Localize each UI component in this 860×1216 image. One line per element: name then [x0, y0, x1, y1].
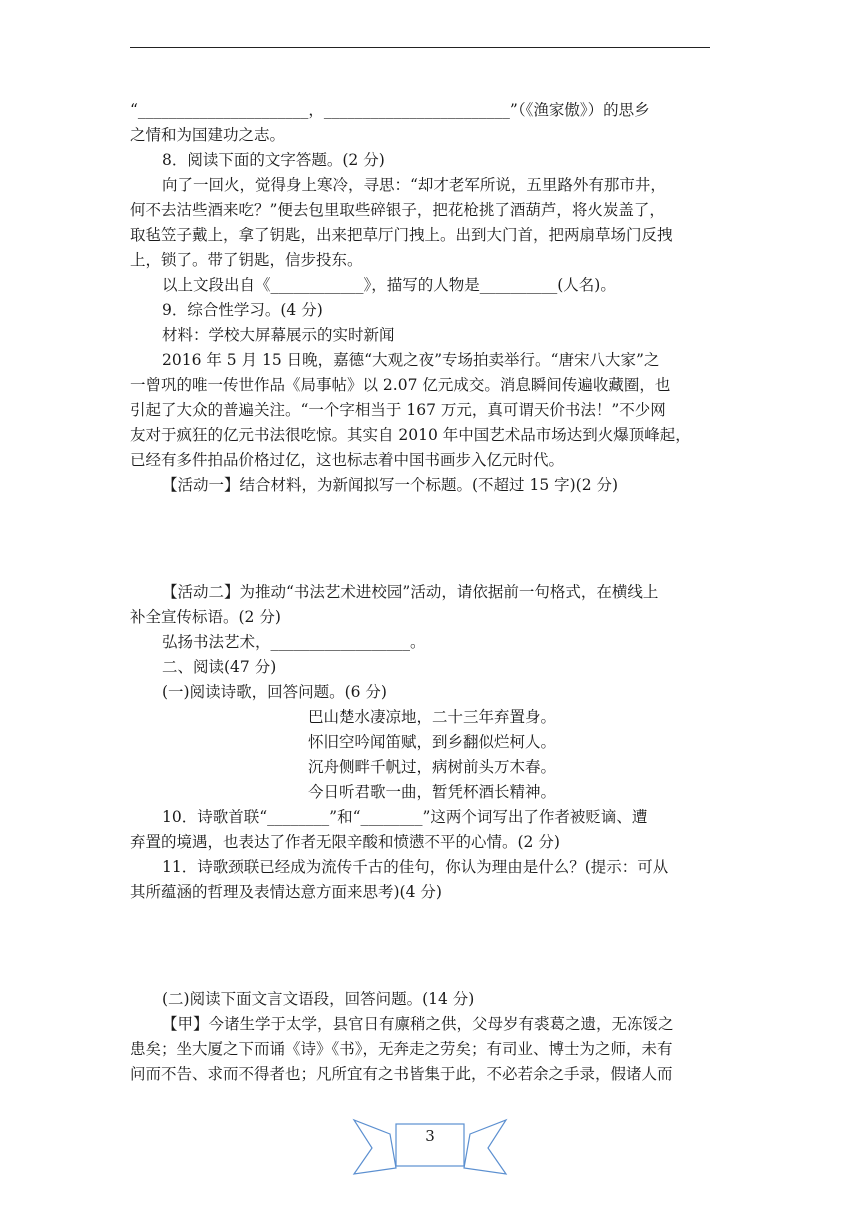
poem-line: 今日听君歌一曲，暂凭杯酒长精神。 [308, 783, 557, 801]
question-11: 11．诗歌颈联已经成为流传千古的佳句，你认为理由是什么？(提示：可从 [162, 858, 669, 876]
question-10-cont: 弃置的境遇，也表达了作者无限辛酸和愤懑不平的心情。(2 分) [130, 833, 560, 851]
passage-line: 何不去沽些酒来吃？”便去包里取些碎银子，把花枪挑了酒葫芦，将火炭盖了， [130, 201, 665, 219]
activity-one: 【活动一】结合材料，为新闻拟写一个标题。(不超过 15 字)(2 分) [162, 476, 619, 494]
question-11-cont: 其所蕴涵的哲理及表情达意方面来思考)(4 分) [130, 883, 442, 901]
section-reading: 二、阅读(47 分) [162, 658, 277, 676]
poem-line: 沉舟侧畔千帆过，病树前头万木春。 [308, 758, 557, 776]
material-heading: 材料：学校大屏幕展示的实时新闻 [162, 326, 395, 344]
text-line: 之情和为国建功之志。 [130, 126, 286, 144]
text-line: “______________________，________________________”（《渔家傲》）的思乡 [130, 101, 650, 119]
activity-two-cont: 补全宣传标语。(2 分) [130, 608, 281, 626]
poem-line: 巴山楚水凄凉地，二十三年弃置身。 [308, 708, 557, 726]
page-number: 3 [425, 1127, 435, 1145]
question-9: 9．综合性学习。(4 分) [162, 301, 323, 319]
passage-line: 向了一回火，觉得身上寒冷，寻思：“却才老军所说，五里路外有那市井， [162, 176, 666, 194]
news-line: 引起了大众的普遍关注。“一个字相当于 167 万元，真可谓天价书法！”不少网 [130, 401, 666, 419]
classical-line: 【甲】今诸生学于太学，县官日有廪稍之供，父母岁有裘葛之遗，无冻馁之 [162, 1015, 674, 1033]
answer-space [130, 905, 730, 987]
poem-heading: (一)阅读诗歌，回答问题。(6 分) [162, 683, 387, 701]
page-number-ribbon [350, 1110, 510, 1190]
passage-line: 上，锁了。带了钥匙，信步投东。 [130, 251, 363, 269]
header-rule [130, 47, 710, 48]
classical-heading: (二)阅读下面文言文语段，回答问题。(14 分) [162, 990, 475, 1008]
classical-line: 问而不告、求而不得者也；凡所宜有之书皆集于此，不必若余之手录，假诸人而 [130, 1065, 673, 1083]
poem-line: 怀旧空吟闻笛赋，到乡翻似烂柯人。 [308, 733, 557, 751]
news-line: 友对于疯狂的亿元书法很吃惊。其实自 2010 年中国艺术品市场达到火爆顶峰起， [130, 426, 691, 444]
news-line: 一曾巩的唯一传世作品《局事帖》以 2.07 亿元成交。消息瞬间传遍收藏圈，也 [130, 376, 671, 394]
question-8: 8．阅读下面的文字答题。(2 分) [162, 151, 385, 169]
news-line: 已经有多件拍品价格过亿，这也标志着中国书画步入亿元时代。 [130, 451, 565, 469]
answer-space [130, 498, 730, 580]
activity-two: 【活动二】为推动“书法艺术进校园”活动，请依据前一句格式，在横线上 [162, 583, 659, 601]
question-8-prompt: 以上文段出自《____________》，描写的人物是__________(人名)。 [162, 276, 616, 294]
ribbon-icon [350, 1110, 510, 1190]
slogan-blank: 弘扬书法艺术，__________________。 [162, 633, 426, 651]
classical-line: 患矣；坐大厦之下而诵《诗》《书》，无奔走之劳矣；有司业、博士为之师，未有 [130, 1040, 673, 1058]
passage-line: 取毡笠子戴上，拿了钥匙，出来把草厅门拽上。出到大门首，把两扇草场门反拽 [130, 226, 673, 244]
document-body [130, 98, 730, 1087]
news-line: 2016 年 5 月 15 日晚，嘉德“大观之夜”专场拍卖举行。“唐宋八大家”之 [162, 351, 660, 369]
question-10: 10．诗歌首联“________”和“________”这两个词写出了作者被贬谪、遭 [162, 808, 648, 826]
